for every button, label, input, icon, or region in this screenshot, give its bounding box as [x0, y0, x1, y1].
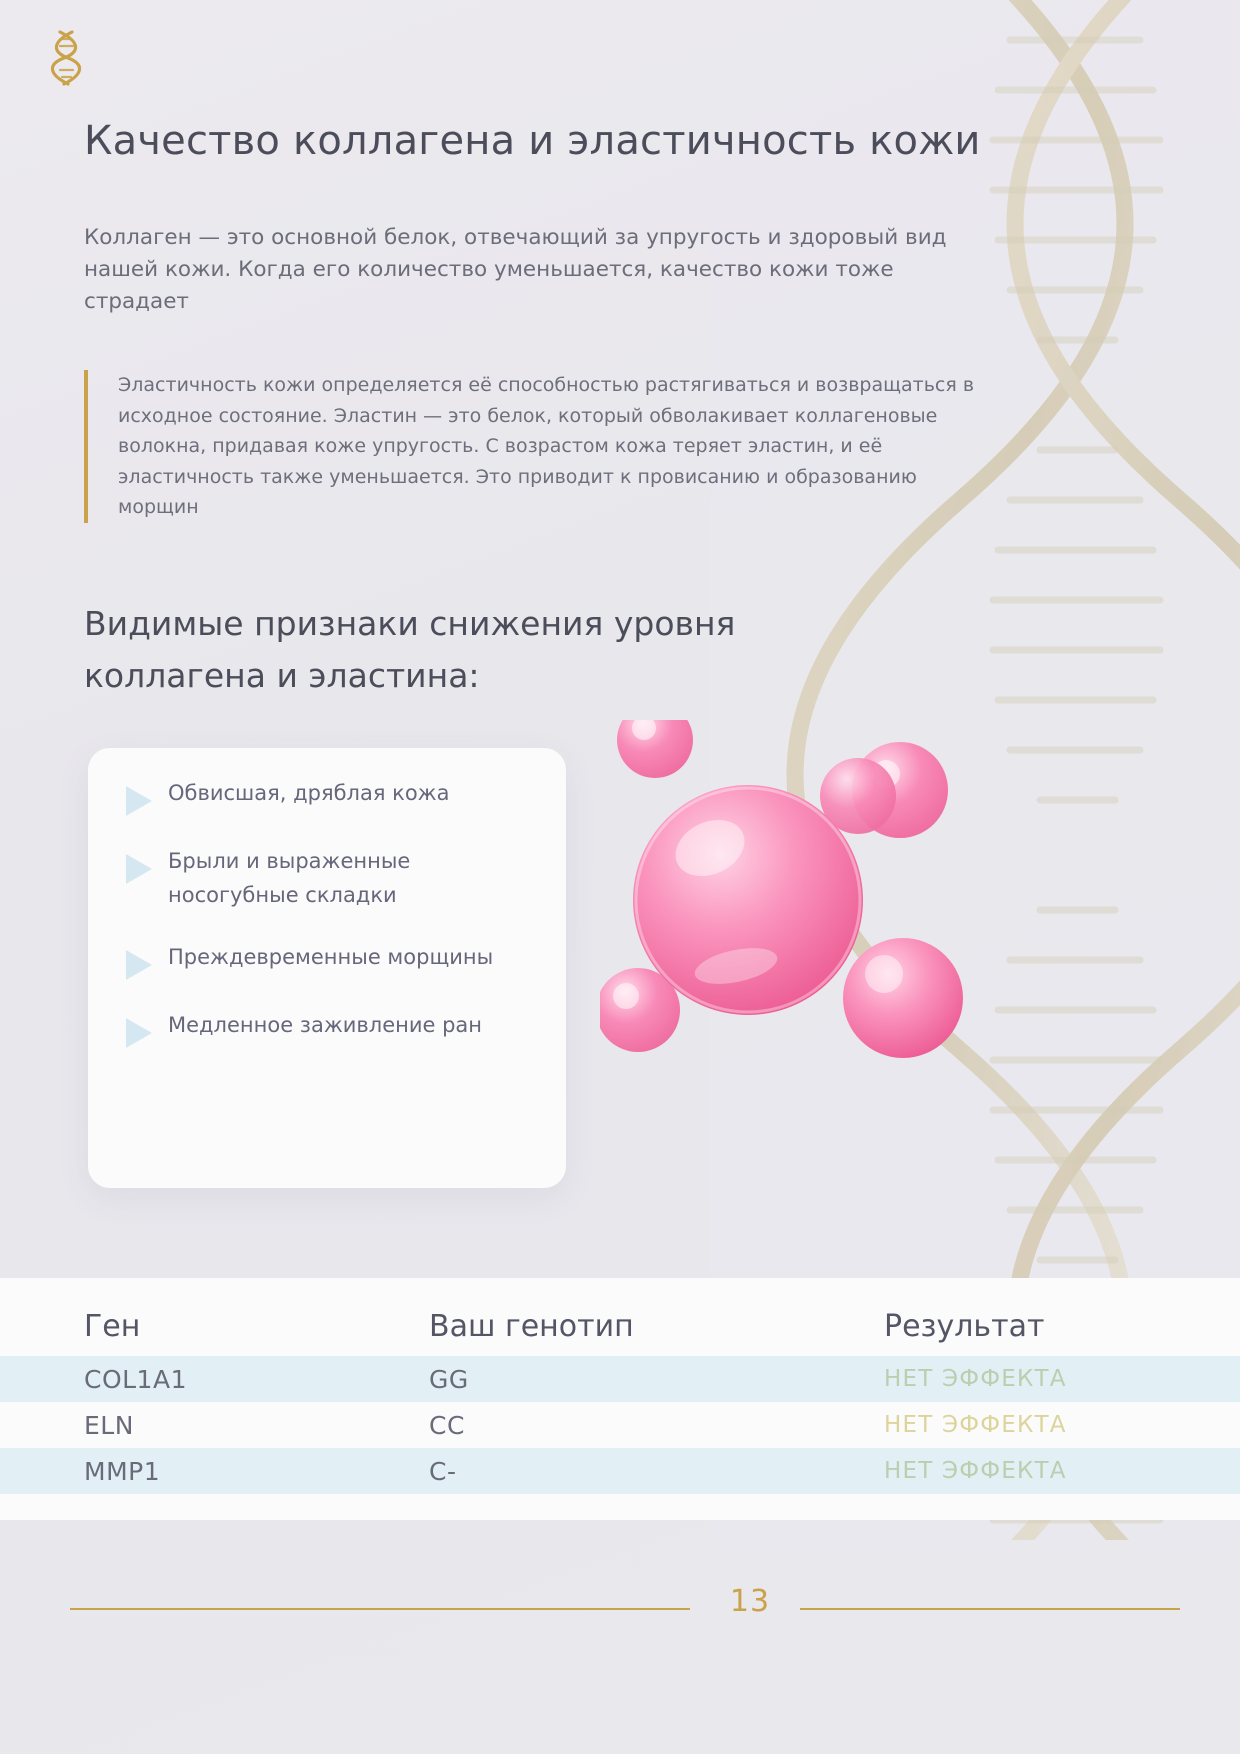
list-item — [114, 844, 540, 912]
table-header-row — [0, 1296, 1240, 1356]
cell-genotype: CC — [429, 1410, 465, 1440]
list-item-label: Брыли и выраженные носогубные складки — [168, 849, 411, 907]
cell-gene: MMP1 — [84, 1456, 161, 1486]
list-item — [114, 776, 540, 816]
section-subtitle: Видимые признаки снижения уровня коллагена и эластина: — [84, 604, 736, 695]
quote-block: Эластичность кожи определяется её способностью растягиваться и возвращаться в исходное состояние. Эластин — это белок, который обволакивает коллагеновые волокна, придавая коже упругость. С возрастом кожа теряет эластин, и её эластичность также уменьшается. Это приводит к провисанию и образованию морщин — [84, 370, 998, 523]
page-number: 13 — [729, 1584, 771, 1619]
list-item-label: Обвисшая, дряблая кожа — [168, 781, 450, 805]
column-header-gene: Ген — [84, 1308, 141, 1344]
intro-paragraph: Коллаген — это основной белок, отвечающий за упругость и здоровый вид нашей кожи. Когда его количество уменьшается, качество кожи тоже страдает — [84, 225, 947, 314]
triangle-bullet-icon — [126, 854, 152, 884]
footer-divider-left — [70, 1608, 690, 1610]
cell-result: НЕТ ЭФФЕКТА — [884, 1366, 1067, 1392]
cell-gene: COL1A1 — [84, 1364, 187, 1394]
cell-result: НЕТ ЭФФЕКТА — [884, 1458, 1067, 1484]
cell-genotype: GG — [429, 1364, 469, 1394]
column-header-genotype: Ваш генотип — [429, 1308, 634, 1344]
triangle-bullet-icon — [126, 1018, 152, 1048]
results-table — [0, 1278, 1240, 1520]
cell-result: НЕТ ЭФФЕКТА — [884, 1412, 1067, 1438]
column-header-result: Результат — [884, 1308, 1045, 1344]
signs-card — [88, 748, 566, 1188]
dna-logo-icon — [38, 26, 94, 90]
page-title: Качество коллагена и эластичность кожи — [84, 118, 981, 164]
list-item-label: Медленное заживление ран — [168, 1013, 483, 1037]
footer-divider-right — [800, 1608, 1180, 1610]
list-item — [114, 1008, 540, 1048]
table-row — [0, 1448, 1240, 1494]
table-row — [0, 1402, 1240, 1448]
cell-gene: ELN — [84, 1410, 134, 1440]
list-item — [114, 940, 540, 980]
cell-genotype: C- — [429, 1456, 457, 1486]
triangle-bullet-icon — [126, 786, 152, 816]
list-item-label: Преждевременные морщины — [168, 945, 494, 969]
table-row — [0, 1356, 1240, 1402]
triangle-bullet-icon — [126, 950, 152, 980]
collagen-bubbles-illustration — [600, 720, 1060, 1140]
